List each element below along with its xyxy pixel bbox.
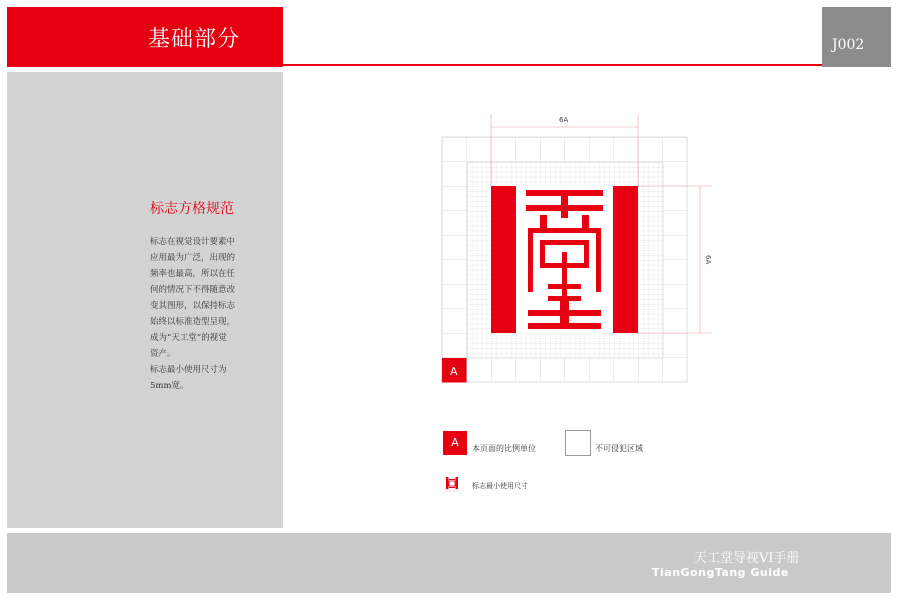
page-title: 基础部分 xyxy=(148,27,241,52)
min-size-label: 标志最小使用尺寸 xyxy=(472,482,528,490)
clear-zone-label: 不可侵犯区域 xyxy=(595,444,643,453)
tiangongtang-logo xyxy=(491,186,638,333)
body-line: 频率也最高，所以在任 xyxy=(150,269,236,279)
body-line: 应用最为广泛，出现的 xyxy=(150,253,236,263)
footer-en-title: TianGongTang Guide xyxy=(652,566,789,579)
body-line: 变其图形，以保持标志 xyxy=(150,301,236,311)
body-line: 资产。 xyxy=(150,349,176,359)
body-line: 始终以标准造型呈现， xyxy=(150,317,236,327)
body-line: 何的情况下不得随意改 xyxy=(150,285,236,295)
footer-cn-title: 天工堂导视VI手册 xyxy=(694,551,800,566)
right-dimension-label: 6A xyxy=(704,255,712,265)
section-title: 标志方格规范 xyxy=(150,201,234,217)
unit-legend-label: 本页面的比例单位 xyxy=(472,444,536,453)
body-line: 标志在视觉设计要素中 xyxy=(150,237,236,247)
mini-logo xyxy=(446,477,460,493)
unit-marker: A xyxy=(450,365,458,378)
clear-zone-swatch xyxy=(565,430,591,456)
top-dimension-label: 6A xyxy=(559,116,569,124)
body-line: 5mm宽。 xyxy=(150,381,189,391)
body-line: 成为“天工堂”的视觉 xyxy=(150,333,227,343)
body-line: 标志最小使用尺寸为 xyxy=(150,365,227,375)
page-code: J002 xyxy=(832,37,865,53)
unit-legend-swatch: A xyxy=(443,431,467,455)
